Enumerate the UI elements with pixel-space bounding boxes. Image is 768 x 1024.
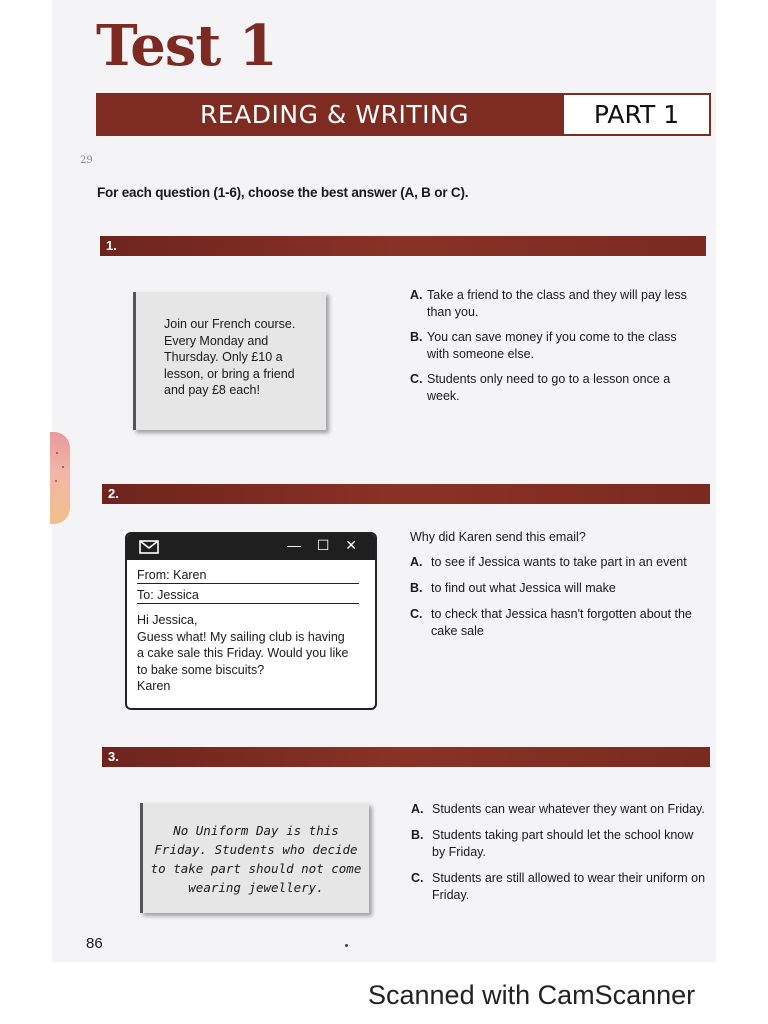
question-1-options xyxy=(410,287,700,405)
finger-photo xyxy=(50,432,70,524)
page-number: 86 xyxy=(86,935,103,952)
ink-dot xyxy=(345,944,348,947)
scanner-watermark: Scanned with CamScanner xyxy=(368,980,696,1010)
question-number: 1. xyxy=(106,238,117,253)
question-2-bar xyxy=(102,484,710,504)
window-controls[interactable]: — ☐ ✕ xyxy=(286,537,363,553)
pen-mark: 29 xyxy=(80,155,93,166)
question-2-options xyxy=(410,554,705,640)
notice-3 xyxy=(140,803,369,913)
option-b[interactable]: B. You can save money if you come to the class with someone else. xyxy=(410,330,677,361)
option-b[interactable]: B. Students taking part should let the school know by Friday. xyxy=(411,828,694,859)
instruction-text: For each question (1-6), choose the best answer (A, B or C). xyxy=(97,185,469,200)
question-number: 3. xyxy=(108,749,119,764)
test-title: Test 1 xyxy=(96,13,277,79)
email-body: Hi Jessica, Guess what! My sailing club is having a cake sale this Friday. Would you like to bake some biscuits? Karen xyxy=(137,613,349,693)
option-a[interactable]: A. to see if Jessica wants to take part in an event xyxy=(410,555,687,569)
option-c[interactable]: C. to check that Jessica hasn't forgotten about the cake sale xyxy=(410,607,692,638)
option-b[interactable]: B. to find out what Jessica will make xyxy=(410,581,616,595)
email-titlebar xyxy=(127,534,375,560)
notice-1 xyxy=(133,292,326,430)
envelope-icon xyxy=(139,540,159,554)
question-3-bar xyxy=(102,747,710,767)
part-label: PART 1 xyxy=(562,93,711,136)
question-number: 2. xyxy=(108,486,119,501)
email-from: From: Karen xyxy=(137,567,359,584)
option-a[interactable]: A. Students can wear whatever they want on Friday. xyxy=(411,802,705,816)
email-window xyxy=(125,532,377,710)
question-2-text: Why did Karen send this email? xyxy=(410,530,586,544)
question-3-options xyxy=(411,801,706,904)
email-to: To: Jessica xyxy=(137,587,359,604)
notice-1-text: Join our French course. Every Monday and Thursday. Only £10 a lesson, or bring a friend and pay £8 each! xyxy=(164,317,296,397)
option-a[interactable]: A. Take a friend to the class and they will pay less than you. xyxy=(410,288,687,319)
option-c[interactable]: C. Students only need to go to a lesson once a week. xyxy=(410,372,671,403)
option-c[interactable]: C. Students are still allowed to wear their uniform on Friday. xyxy=(411,871,706,902)
question-1-bar xyxy=(100,236,706,256)
notice-3-text: No Uniform Day is this Friday. Students who decide to take part should not come wearing jewellery. xyxy=(150,823,362,895)
section-label: READING & WRITING xyxy=(200,100,470,129)
